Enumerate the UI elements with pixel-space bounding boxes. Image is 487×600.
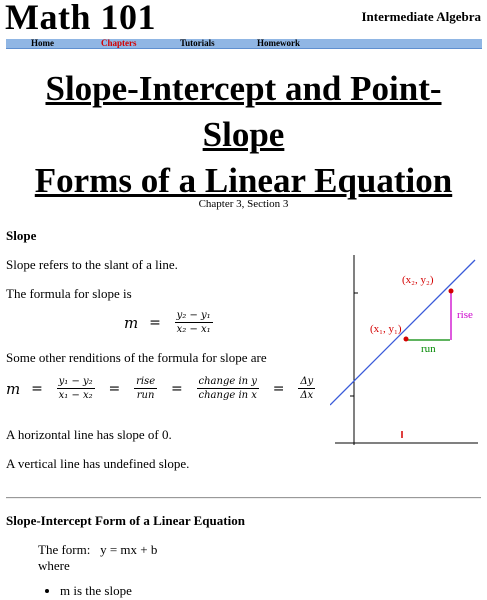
rendition-fraction-1 bbox=[57, 375, 95, 402]
point-1 bbox=[404, 337, 409, 342]
slope-intro: Slope refers to the slant of a line. bbox=[6, 257, 178, 272]
rise-label: rise bbox=[457, 309, 473, 321]
nav-home-link[interactable]: Home bbox=[31, 38, 54, 48]
where-list bbox=[40, 583, 132, 599]
list-item: • m is the slope bbox=[60, 583, 132, 599]
equals-sign: = bbox=[108, 380, 121, 397]
rendition-fraction-3 bbox=[197, 375, 259, 402]
section-divider bbox=[6, 497, 481, 499]
point-2-label: (x₂, y₂) bbox=[402, 274, 434, 286]
fraction-numerator: y₁ − y₂ bbox=[58, 376, 93, 387]
nav-homework-link[interactable]: Homework bbox=[257, 38, 300, 48]
page-title-line-2: Slope bbox=[202, 115, 285, 154]
nav-tutorials-link[interactable]: Tutorials bbox=[180, 38, 215, 48]
slope-heading: Slope bbox=[6, 228, 37, 243]
page-title-line-1: Slope-Intercept and Point- bbox=[45, 69, 442, 108]
slope-intercept-heading: Slope-Intercept Form of a Linear Equation bbox=[6, 513, 245, 528]
run-label: run bbox=[421, 343, 436, 355]
fraction-numerator: change in y bbox=[198, 376, 257, 387]
site-subtitle: Intermediate Algebra bbox=[361, 9, 481, 24]
rendition-fraction-4 bbox=[298, 375, 315, 402]
fraction-denominator: run bbox=[136, 390, 155, 401]
form-equation: y = mx + b bbox=[100, 542, 158, 557]
formula-intro: The formula for slope is bbox=[6, 286, 132, 301]
site-title: Math 101 bbox=[5, 0, 156, 37]
page-title bbox=[0, 66, 487, 204]
fraction-denominator: change in x bbox=[198, 390, 257, 401]
point-1-label: (x₁, y₁) bbox=[370, 323, 402, 335]
horizontal-line-note: A horizontal line has slope of 0. bbox=[6, 427, 172, 442]
page-title-line-3: Forms of a Linear Equation bbox=[34, 161, 453, 200]
form-line bbox=[38, 542, 157, 558]
equals-sign: = bbox=[170, 380, 183, 397]
fraction-numerator: y₂ − y₁ bbox=[176, 310, 211, 321]
renditions-intro: Some other renditions of the formula for slope are bbox=[6, 350, 267, 365]
equals-sign: = bbox=[272, 380, 285, 397]
fraction-denominator: Δx bbox=[300, 390, 314, 401]
slope-renditions bbox=[6, 375, 318, 402]
equals-sign: = bbox=[31, 380, 43, 397]
nav-chapters-link[interactable]: Chapters bbox=[101, 38, 137, 48]
rendition-fraction-2 bbox=[134, 375, 157, 402]
equals-sign: = bbox=[149, 314, 161, 331]
fraction-numerator: Δy bbox=[300, 376, 314, 387]
slope-fraction bbox=[175, 309, 213, 336]
fraction-numerator: rise bbox=[136, 376, 156, 387]
chapter-info: Chapter 3, Section 3 bbox=[198, 198, 289, 210]
fraction-denominator: x₁ − x₂ bbox=[58, 390, 93, 401]
nav-bar bbox=[6, 39, 482, 49]
formula-m: m bbox=[124, 313, 139, 332]
form-label: The form: bbox=[38, 542, 91, 557]
slope-graph bbox=[330, 250, 480, 450]
renditions-m: m bbox=[6, 379, 21, 398]
vertical-line-note: A vertical line has undefined slope. bbox=[6, 456, 190, 471]
where-label: where bbox=[38, 558, 70, 573]
fraction-denominator: x₂ − x₁ bbox=[176, 324, 211, 335]
point-2 bbox=[449, 289, 454, 294]
slope-formula bbox=[124, 309, 216, 336]
